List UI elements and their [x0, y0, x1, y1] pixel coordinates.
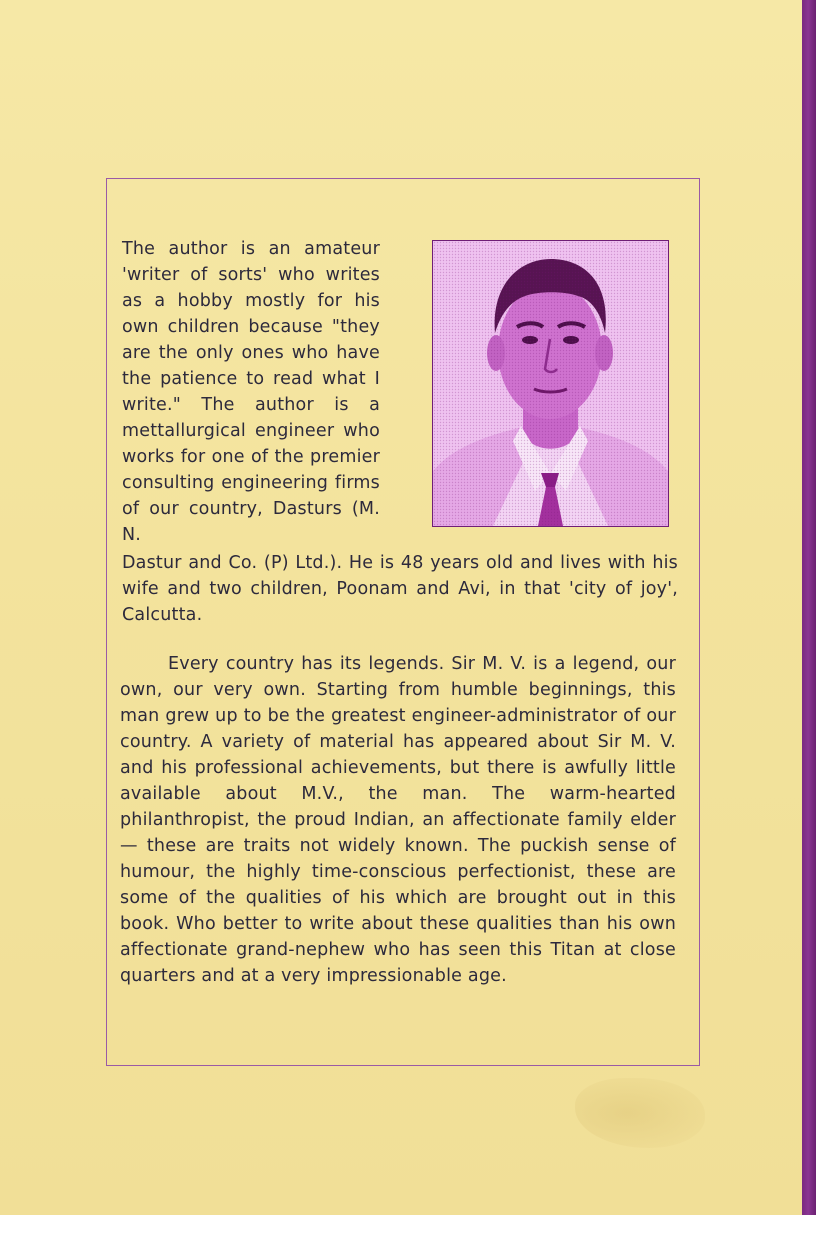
- book-spine-edge: [802, 0, 816, 1215]
- author-portrait-image: [433, 241, 668, 526]
- book-description-paragraph: Every country has its legends. Sir M. V. is a legend, our own, our very own. Starting from humble beginnings, this man grew up to be the greatest engineer-administrator of our country. A variety of material has appeared about Sir M. V. and his professional achievements, but there is awfully little available about M.V., the man. The warm-hearted philanthropist, the proud Indian, an affectionate family elder — these are traits not widely known. The puckish sense of humour, the highly time-conscious perfectionist, these are some of the qualities of his which are brought out in this book. Who better to write about these qualities than his own affectionate grand-nephew who has seen this Titan at close quarters and at a very impressionable age.: [120, 654, 676, 986]
- author-photo: [432, 240, 669, 527]
- author-bio-continued: Dastur and Co. (P) Ltd.). He is 48 years old and lives with his wife and two children, Poonam and Avi, in that 'city of joy', Calcutta.: [122, 553, 678, 625]
- author-bio-paragraph: The author is an amateur 'writer of sorts' who writes as a hobby mostly for his own children because "they are the only ones who have the patience to read what I write." The author is a mettallurgical engineer who works for one of the premier consulting engineering firms of our country, Dasturs (M. N.: [122, 239, 380, 545]
- paper-stain: [575, 1078, 705, 1148]
